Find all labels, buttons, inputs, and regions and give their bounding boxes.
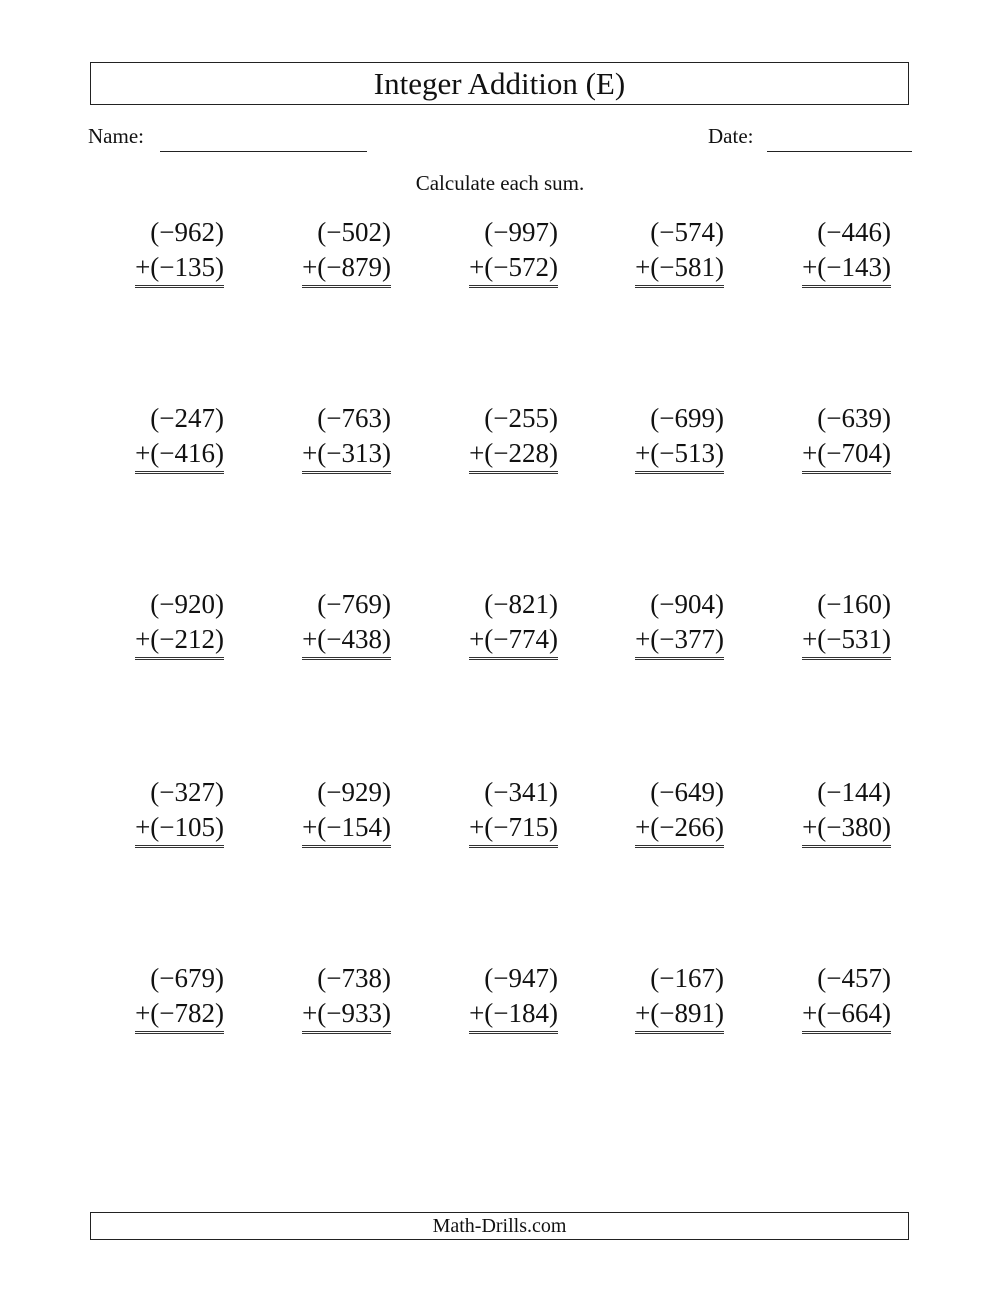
problem (94, 215, 224, 288)
problem (261, 961, 391, 1034)
problem (261, 215, 391, 288)
addend-top: (−920) (150, 589, 224, 619)
problem (594, 775, 724, 848)
problem (428, 775, 558, 848)
addend-top: (−167) (650, 963, 724, 993)
addend-top: (−639) (817, 403, 891, 433)
addend-bottom: +(−143) (802, 250, 891, 288)
problem (594, 215, 724, 288)
addend-bottom: +(−377) (635, 622, 724, 660)
addend-bottom: +(−715) (469, 810, 558, 848)
problem (761, 401, 891, 474)
problem (761, 215, 891, 288)
problem (594, 587, 724, 660)
addend-bottom: +(−664) (802, 996, 891, 1034)
problem (428, 587, 558, 660)
addend-top: (−997) (484, 217, 558, 247)
addend-top: (−929) (317, 777, 391, 807)
addend-top: (−962) (150, 217, 224, 247)
addend-bottom: +(−266) (635, 810, 724, 848)
addend-bottom: +(−891) (635, 996, 724, 1034)
addend-top: (−502) (317, 217, 391, 247)
problem (594, 401, 724, 474)
problem (594, 961, 724, 1034)
addend-top: (−679) (150, 963, 224, 993)
addend-top: (−341) (484, 777, 558, 807)
addend-top: (−821) (484, 589, 558, 619)
name-label: Name: (88, 124, 144, 148)
problem (94, 775, 224, 848)
addend-top: (−699) (650, 403, 724, 433)
addend-top: (−327) (150, 777, 224, 807)
addend-top: (−160) (817, 589, 891, 619)
problem (761, 775, 891, 848)
addend-bottom: +(−212) (135, 622, 224, 660)
addend-bottom: +(−135) (135, 250, 224, 288)
addend-bottom: +(−531) (802, 622, 891, 660)
addend-bottom: +(−105) (135, 810, 224, 848)
addend-top: (−457) (817, 963, 891, 993)
instructions: Calculate each sum. (415, 171, 585, 195)
problem (761, 961, 891, 1034)
addend-top: (−144) (817, 777, 891, 807)
date-label: Date: (708, 124, 754, 148)
addend-top: (−769) (317, 589, 391, 619)
addend-top: (−738) (317, 963, 391, 993)
problem (761, 587, 891, 660)
addend-bottom: +(−782) (135, 996, 224, 1034)
problem (94, 401, 224, 474)
problem (428, 961, 558, 1034)
addend-bottom: +(−313) (302, 436, 391, 474)
addend-bottom: +(−228) (469, 436, 558, 474)
problem (94, 587, 224, 660)
addend-top: (−904) (650, 589, 724, 619)
problem (261, 775, 391, 848)
problem (94, 961, 224, 1034)
addend-top: (−446) (817, 217, 891, 247)
addend-top: (−574) (650, 217, 724, 247)
addend-bottom: +(−154) (302, 810, 391, 848)
problem (261, 587, 391, 660)
addend-top: (−763) (317, 403, 391, 433)
addend-bottom: +(−438) (302, 622, 391, 660)
addend-bottom: +(−879) (302, 250, 391, 288)
addend-top: (−649) (650, 777, 724, 807)
addend-top: (−255) (484, 403, 558, 433)
addend-bottom: +(−581) (635, 250, 724, 288)
name-field[interactable] (160, 151, 367, 152)
addend-top: (−247) (150, 403, 224, 433)
footer: Math-Drills.com (90, 1212, 909, 1240)
date-field[interactable] (767, 151, 912, 152)
addend-bottom: +(−704) (802, 436, 891, 474)
problem (428, 401, 558, 474)
addend-bottom: +(−572) (469, 250, 558, 288)
addend-bottom: +(−774) (469, 622, 558, 660)
problem (261, 401, 391, 474)
problem (428, 215, 558, 288)
addend-bottom: +(−184) (469, 996, 558, 1034)
addend-top: (−947) (484, 963, 558, 993)
addend-bottom: +(−380) (802, 810, 891, 848)
addend-bottom: +(−416) (135, 436, 224, 474)
addend-bottom: +(−513) (635, 436, 724, 474)
addend-bottom: +(−933) (302, 996, 391, 1034)
worksheet-title: Integer Addition (E) (90, 62, 909, 105)
